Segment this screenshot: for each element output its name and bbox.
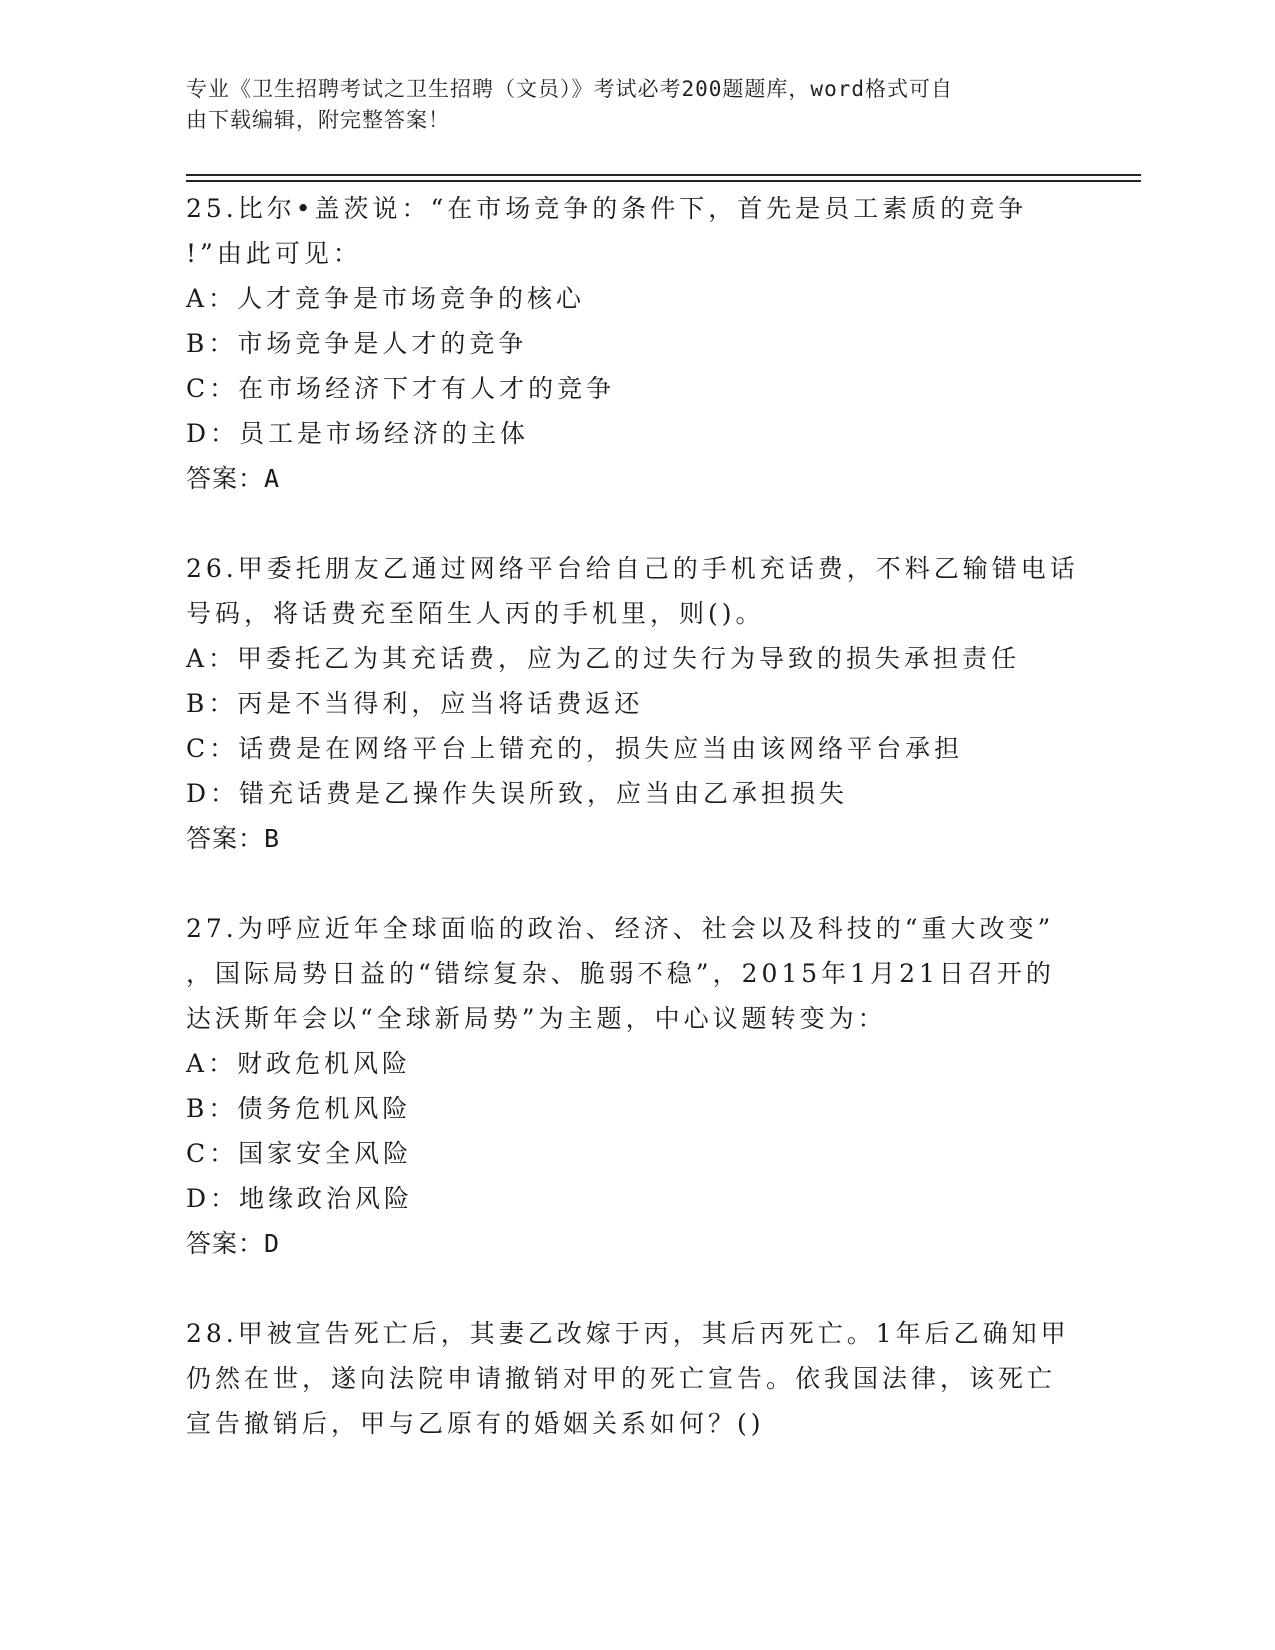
question-list [186, 186, 1086, 1446]
option-d: D：错充话费是乙操作失误所致，应当由乙承担损失 [186, 779, 849, 808]
answer-value: B [264, 824, 281, 853]
answer-label: 答案： [186, 464, 265, 493]
question-spacer [186, 861, 1086, 906]
question-text-line: 达沃斯年会以“全球新局势”为主题，中心议题转变为： [186, 1004, 887, 1033]
question-text-line: 号码，将话费充至陌生人丙的手机里，则()。 [186, 599, 765, 628]
option-a: A：人才竞争是市场竞争的核心 [186, 284, 586, 313]
header-line-1: 专业《卫生招聘考试之卫生招聘（文员）》考试必考200题题库，word格式可自 [186, 77, 953, 101]
header-line-2: 由下载编辑，附完整答案！ [186, 108, 450, 132]
option-b: B：市场竞争是人才的竞争 [186, 329, 528, 358]
answer-value: A [264, 464, 281, 493]
option-c: C：在市场经济下才有人才的竞争 [186, 374, 616, 403]
question-text-line: 25.比尔•盖茨说：“在市场竞争的条件下，首先是员工素质的竞争 [186, 194, 1028, 223]
header-rule-top [186, 174, 1141, 176]
option-b: B：丙是不当得利，应当将话费返还 [186, 689, 644, 718]
option-d: D：地缘政治风险 [186, 1184, 414, 1213]
header-rule-bottom [186, 180, 1141, 182]
option-a: A：甲委托乙为其充话费，应为乙的过失行为导致的损失承担责任 [186, 644, 1021, 673]
question-28 [186, 1311, 1086, 1446]
question-spacer [186, 501, 1086, 546]
option-a: A：财政危机风险 [186, 1049, 412, 1078]
answer-line [186, 816, 1086, 861]
option-c: C：话费是在网络平台上错充的，损失应当由该网络平台承担 [186, 734, 964, 763]
option-d: D：员工是市场经济的主体 [186, 419, 530, 448]
question-25 [186, 186, 1086, 501]
document-header [186, 74, 1066, 136]
question-text-line: !”由此可见： [186, 239, 362, 268]
answer-label: 答案： [186, 824, 265, 853]
question-text-line: 27.为呼应近年全球面临的政治、经济、社会以及科技的“重大改变” [186, 914, 1055, 943]
question-spacer [186, 1266, 1086, 1311]
question-text-line: ，国际局势日益的“错综复杂、脆弱不稳”，2015年1月21日召开的 [186, 959, 1055, 988]
answer-line [186, 456, 1086, 501]
question-text-line: 宣告撤销后，甲与乙原有的婚姻关系如何？() [186, 1409, 765, 1438]
question-26 [186, 546, 1086, 861]
answer-line [186, 1221, 1086, 1266]
answer-label: 答案： [186, 1229, 265, 1258]
question-text-line: 仍然在世，遂向法院申请撤销对甲的死亡宣告。依我国法律，该死亡 [186, 1364, 1057, 1393]
question-text-line: 28.甲被宣告死亡后，其妻乙改嫁于丙，其后丙死亡。1年后乙确知甲 [186, 1319, 1070, 1348]
question-text-line: 26.甲委托朋友乙通过网络平台给自己的手机充话费，不料乙输错电话 [186, 554, 1079, 583]
option-c: C：国家安全风险 [186, 1139, 413, 1168]
option-b: B：债务危机风险 [186, 1094, 412, 1123]
answer-value: D [264, 1229, 281, 1258]
question-27 [186, 906, 1086, 1266]
